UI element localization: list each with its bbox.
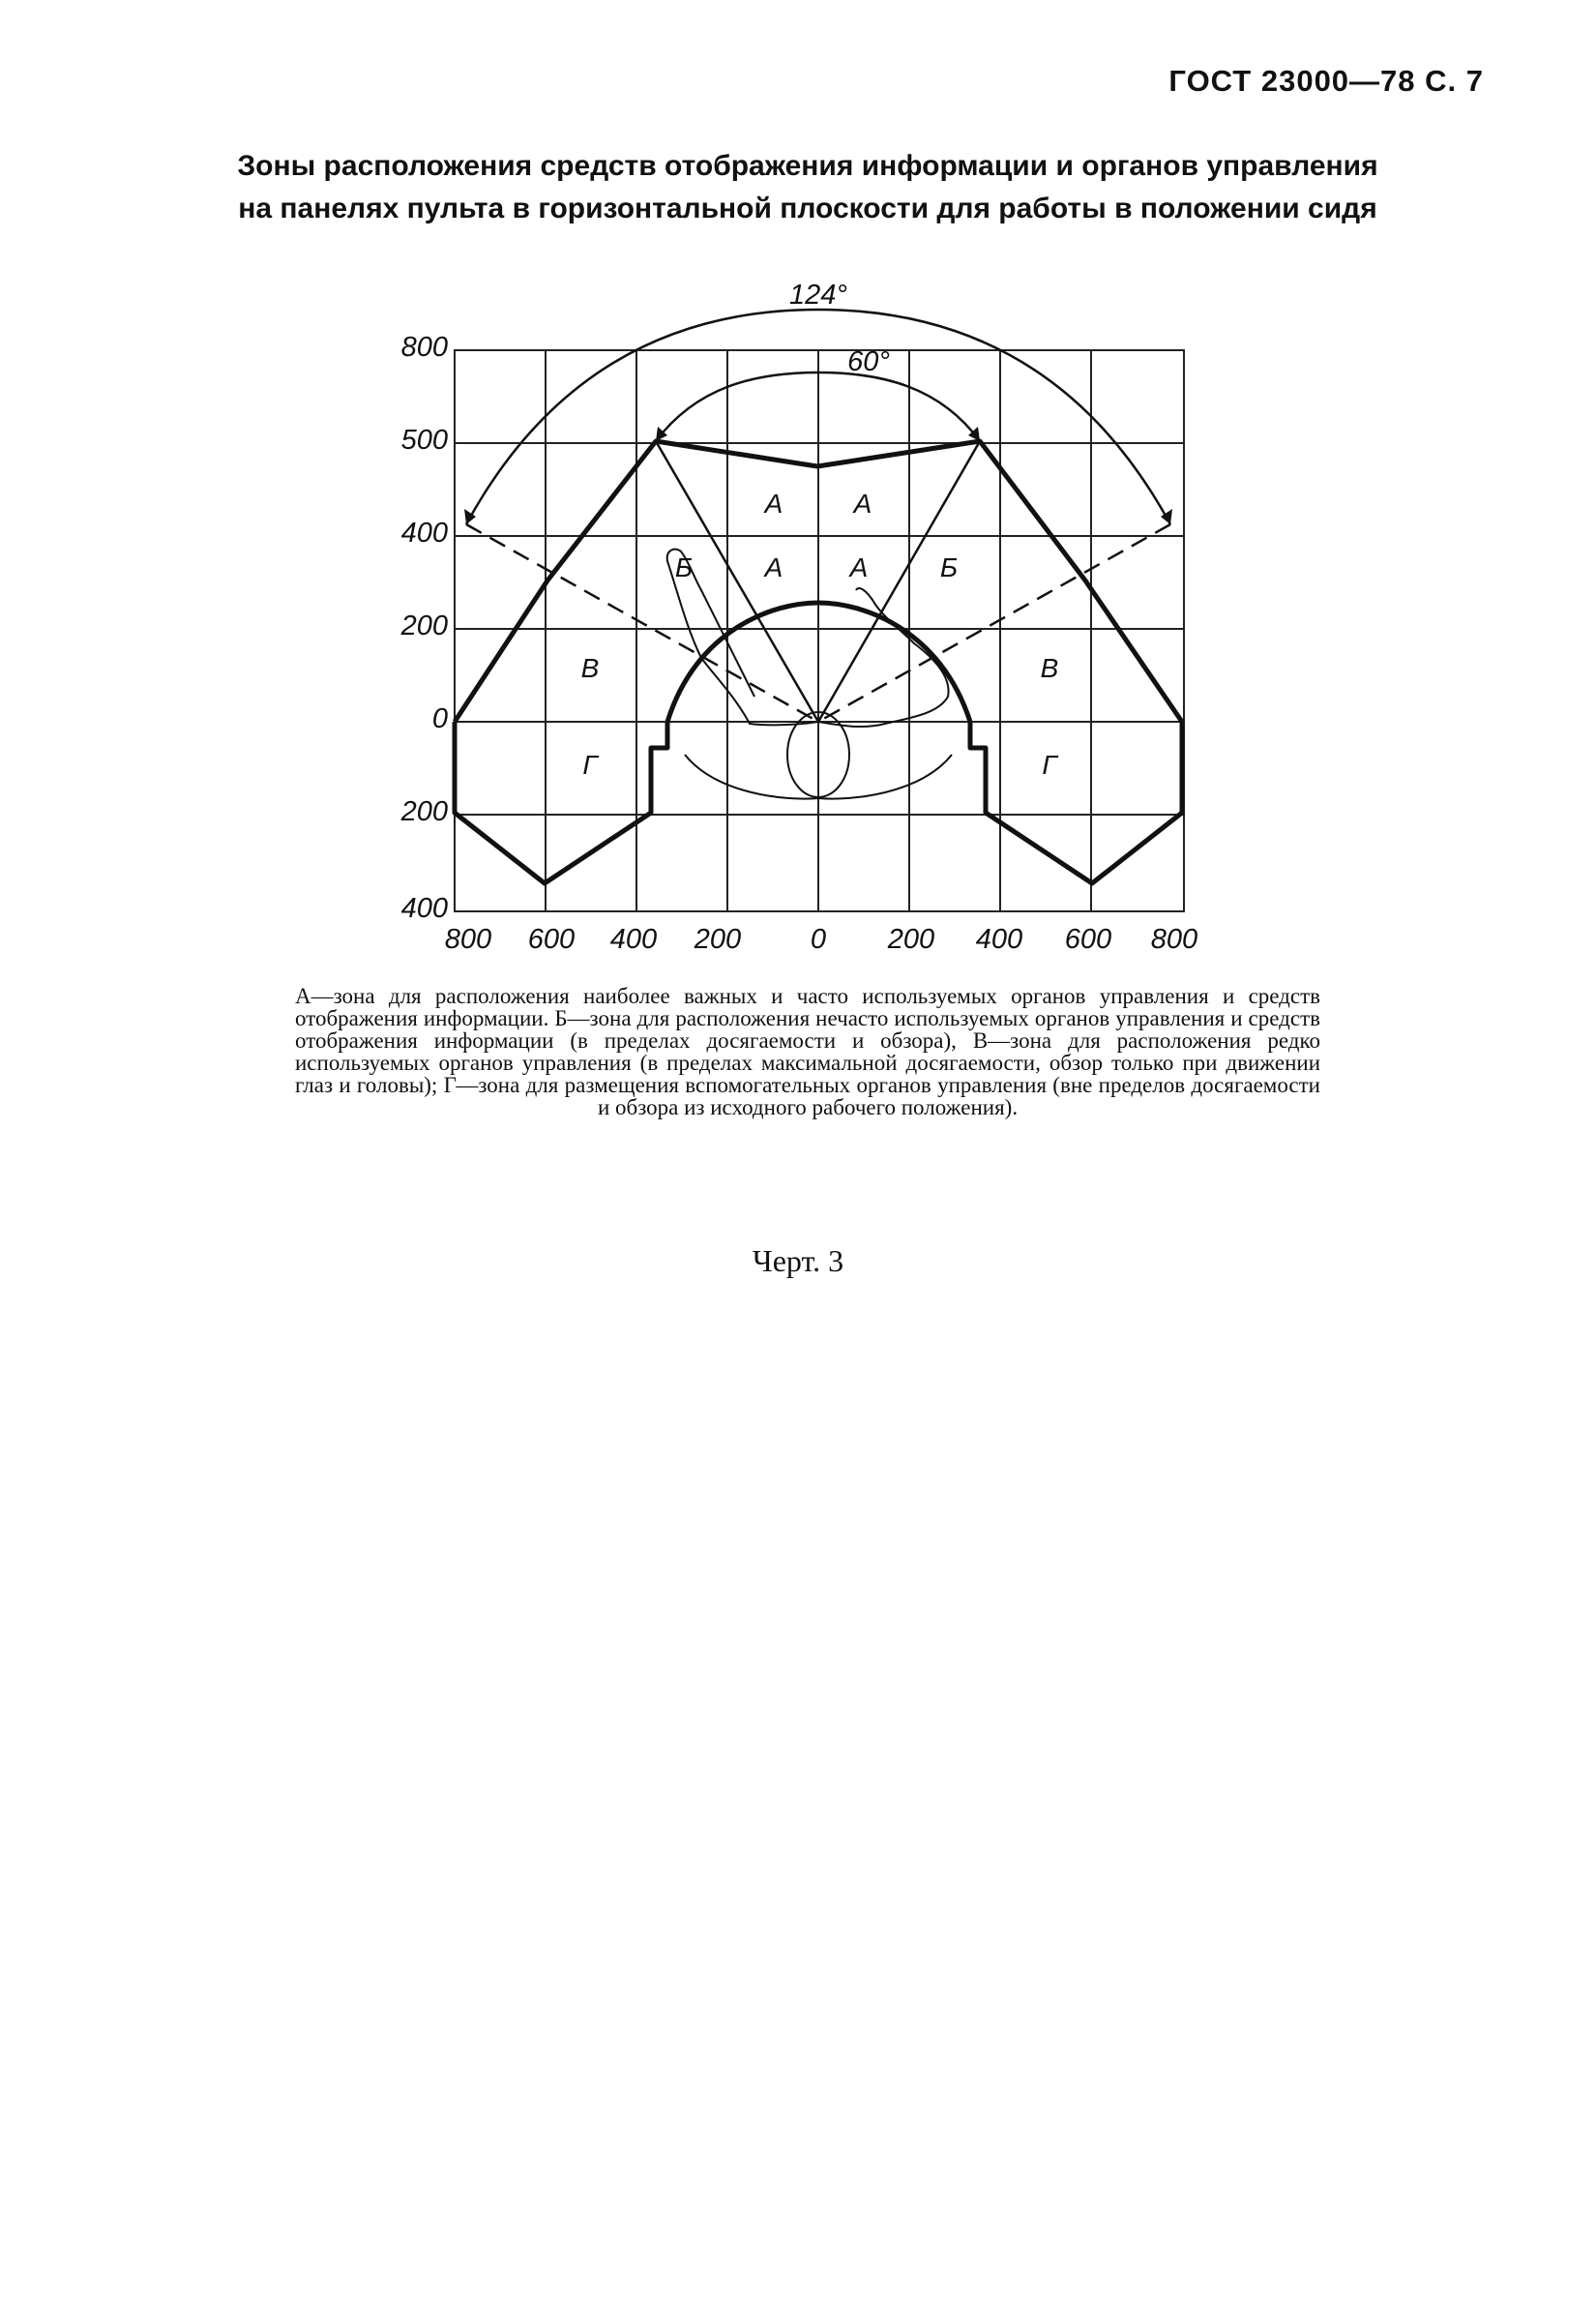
- figure-caption: А—зона для расположения наиболее важных и часто используемых органов управления и средств отображения информации. Б—зона для расположения нечасто используемых органов управления и средств отображения информации (в пределах досягаемости и обзора), В—зона для расположения редко используемых органов управления (в пределах максимальной досягаемости, обзор только при движении глаз и головы); Г—зона для размещения вспомогательных органов управления (вне пределов досягаемости и обзора из исходного рабочего положения).: [295, 984, 1320, 1119]
- angle-label-124: 124°: [789, 280, 847, 311]
- x-tick-0: 0: [810, 924, 827, 955]
- zone-label-g: Г: [582, 750, 598, 780]
- x-tick-600-right: 600: [1064, 924, 1112, 955]
- y-tick-400-upper: 400: [400, 518, 448, 549]
- zone-label-a: А: [849, 552, 869, 582]
- x-tick-400-left: 400: [609, 924, 658, 955]
- y-tick-200-lower: 200: [400, 796, 448, 827]
- y-tick-500: 500: [400, 425, 448, 456]
- title-line-1: Зоны расположения средств отображения информации и органов управления: [237, 150, 1378, 182]
- zone-label-b: Б: [939, 552, 959, 582]
- zones-diagram: [368, 271, 1219, 958]
- title-line-2: на панелях пульта в горизонтальной плоскости для работы в положении сидя: [238, 193, 1377, 224]
- x-tick-600-left: 600: [527, 924, 576, 955]
- zone-label-a: А: [764, 552, 783, 582]
- x-tick-800-left: 800: [444, 924, 492, 955]
- page-title: [126, 145, 1490, 230]
- grid: [455, 350, 1184, 911]
- x-tick-400-right: 400: [975, 924, 1023, 955]
- zone-label-a: А: [853, 489, 872, 519]
- angle-label-60: 60°: [847, 346, 890, 377]
- zone-outline-lower-right: [970, 722, 1182, 883]
- zones-figure: [368, 271, 1219, 958]
- y-tick-200-upper: 200: [400, 610, 448, 641]
- x-tick-200-left: 200: [694, 924, 742, 955]
- y-tick-400-lower: 400: [400, 893, 448, 924]
- drawing-number: Черт. 3: [752, 1243, 844, 1278]
- x-tick-200-right: 200: [887, 924, 935, 955]
- document-header: ГОСТ 23000—78 С. 7: [1168, 64, 1484, 98]
- zone-label-v: В: [1040, 653, 1059, 683]
- y-tick-0: 0: [431, 703, 448, 734]
- zone-label-a: А: [764, 489, 783, 519]
- y-tick-800: 800: [400, 332, 448, 363]
- zone-label-g: Г: [1042, 750, 1057, 780]
- x-tick-800-right: 800: [1150, 924, 1198, 955]
- zone-label-v: В: [580, 653, 600, 683]
- zone-label-b: Б: [674, 552, 694, 582]
